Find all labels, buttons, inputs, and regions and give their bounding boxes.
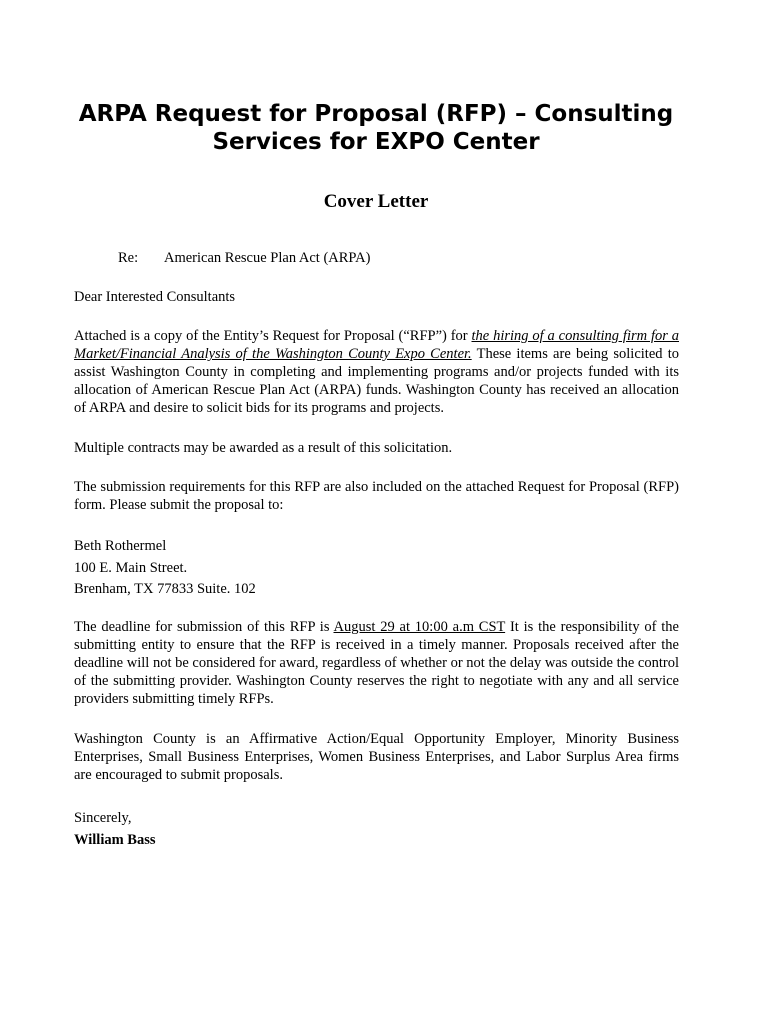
- letter-closing: [74, 808, 679, 851]
- paragraph-deadline: [74, 618, 679, 708]
- address-city: Brenham, TX 77833 Suite. 102: [74, 581, 256, 597]
- submission-address: [74, 536, 679, 601]
- cover-letter-heading: Cover Letter: [323, 191, 429, 212]
- salutation: Dear Interested Consultants: [74, 289, 236, 305]
- paragraph-submission: The submission requirements for this RFP are also included on the attached Request for Proposal (RFP) form. Please submit the proposal to:: [74, 479, 679, 513]
- paragraph-deadline-start: The deadline for submission of this RFP is: [74, 619, 334, 635]
- paragraph-equal-opportunity: Washington County is an Affirmative Action/Equal Opportunity Employer, Minority Business Enterprises, Small Business Enterprises, Women Business Enterprises, and Labor Surplus Area firms are encouraged to submit proposals.: [74, 731, 679, 783]
- re-subject: American Rescue Plan Act (ARPA): [164, 250, 371, 266]
- paragraph-multiple-contracts: Multiple contracts may be awarded as a result of this solicitation.: [74, 440, 453, 456]
- paragraph-intro-start: Attached is a copy of the Entity’s Request for Proposal (“RFP”) for: [74, 328, 472, 344]
- re-line: [118, 249, 370, 267]
- paragraph-intro: [74, 327, 679, 417]
- closing-text: Sincerely,: [74, 810, 132, 826]
- address-street: 100 E. Main Street.: [74, 559, 188, 576]
- deadline-date: August 29 at 10:00 a.m CST: [333, 619, 506, 635]
- address-name: Beth Rothermel: [74, 538, 167, 554]
- signature-name: William Bass: [74, 831, 156, 848]
- paragraph-intro-emphasis: the hiring of a consulting firm for a Market/Financial Analysis of the Washington County Expo Center.: [74, 328, 679, 362]
- paragraph-intro-end: These items are being solicited to assist Washington County in completing and implementing programs and/or projects funded with its allocation of American Rescue Plan Act (ARPA) funds. Washington County has received an allocation of ARPA and desire to solicit bids for its programs and projects.: [74, 346, 679, 416]
- paragraph-deadline-end: It is the responsibility of the submitting entity to ensure that the RFP is received in a timely manner. Proposals received after the deadline will not be considered for award, regardless of whether or not the delay was outside the control of the submitting provider. Washington County reserves the right to negotiate with any and all service providers submitting timely RFPs.: [74, 619, 679, 707]
- re-label: Re:: [118, 250, 139, 266]
- document-title: ARPA Request for Proposal (RFP) – Consulting Services for EXPO Center: [78, 101, 674, 155]
